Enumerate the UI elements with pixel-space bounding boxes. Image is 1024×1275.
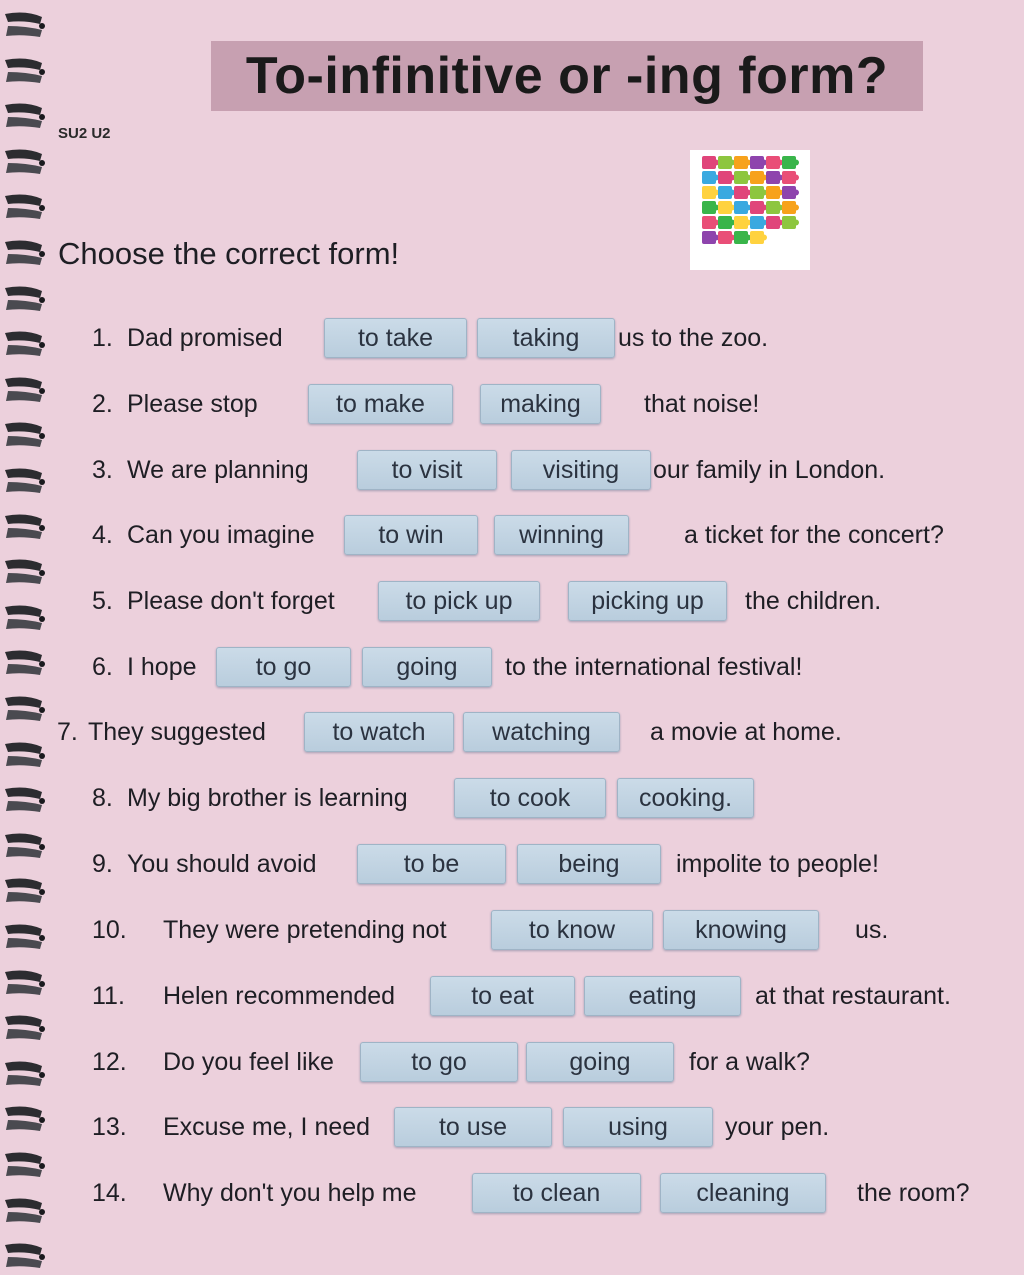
instruction: Choose the correct form! [58,236,400,271]
option-infinitive-button[interactable]: to use [394,1107,552,1147]
option-infinitive-button[interactable]: to win [344,515,478,555]
question-1 [0,316,1024,360]
option-ing-button[interactable]: cooking. [617,778,754,818]
question-stem: Please stop [127,389,258,418]
question-stem: Do you feel like [163,1047,334,1076]
option-ing-button[interactable]: knowing [663,910,819,950]
option-ing-button[interactable]: picking up [568,581,727,621]
question-number: 9. [92,849,113,878]
question-number: 6. [92,652,113,681]
option-ing-button[interactable]: going [526,1042,674,1082]
unit-code: SU2 U2 [58,125,111,142]
option-infinitive-button[interactable]: to pick up [378,581,540,621]
sentence-ending: for a walk? [689,1048,810,1076]
sentence-ending: your pen. [725,1113,830,1141]
question-stem: Dad promised [127,323,283,352]
spiral-coil-icon [2,99,46,135]
option-infinitive-button[interactable]: to go [360,1042,518,1082]
question-3 [0,448,1024,492]
question-10 [0,908,1024,952]
question-9 [0,842,1024,886]
option-infinitive-button[interactable]: to know [491,910,653,950]
question-stem: Please don't forget [127,586,335,615]
option-ing-button[interactable]: being [517,844,661,884]
option-infinitive-button[interactable]: to go [216,647,351,687]
question-11 [0,974,1024,1018]
sentence-ending: the children. [745,587,882,615]
spiral-coil-icon [2,1239,46,1275]
question-number: 8. [92,783,113,812]
sentence-ending: our family in London. [653,456,886,484]
question-5 [0,579,1024,623]
page-title: To-infinitive or -ing form? [211,41,923,111]
option-ing-button[interactable]: visiting [511,450,651,490]
question-14 [0,1171,1024,1215]
question-number: 5. [92,586,113,615]
question-stem: We are planning [127,455,309,484]
option-infinitive-button[interactable]: to watch [304,712,454,752]
question-stem: Can you imagine [127,520,315,549]
option-infinitive-button[interactable]: to visit [357,450,497,490]
question-number: 1. [92,323,113,352]
question-number: 3. [92,455,113,484]
sentence-ending: to the international festival! [505,653,803,681]
sentence-ending: that noise! [644,390,760,418]
option-ing-button[interactable]: watching [463,712,620,752]
option-ing-button[interactable]: using [563,1107,713,1147]
question-stem: You should avoid [127,849,317,878]
option-infinitive-button[interactable]: to take [324,318,467,358]
sentence-ending: the room? [857,1179,970,1207]
option-infinitive-button[interactable]: to make [308,384,453,424]
spiral-coil-icon [2,236,46,272]
sentence-ending: a movie at home. [650,718,842,746]
question-stem: They were pretending not [163,915,447,944]
question-number: 14. [92,1178,127,1207]
question-stem: Excuse me, I need [163,1112,371,1141]
question-stem: Helen recommended [163,981,396,1010]
spiral-coil-icon [2,282,46,318]
option-ing-button[interactable]: taking [477,318,615,358]
option-ing-button[interactable]: going [362,647,492,687]
sentence-ending: impolite to people! [676,850,879,878]
question-number: 2. [92,389,113,418]
question-number: 11. [92,981,125,1010]
question-number: 7. [57,717,78,746]
question-number: 10. [92,915,127,944]
question-number: 13. [92,1112,127,1141]
question-stem: They suggested [88,717,266,746]
jigsaw-puzzle-icon [690,150,810,270]
option-infinitive-button[interactable]: to cook [454,778,606,818]
question-2 [0,382,1024,426]
sentence-ending: us. [855,916,889,944]
question-8 [0,776,1024,820]
option-infinitive-button[interactable]: to eat [430,976,575,1016]
question-13 [0,1105,1024,1149]
spiral-coil-icon [2,8,46,44]
question-number: 4. [92,520,113,549]
sentence-ending: at that restaurant. [755,982,951,1010]
question-12 [0,1040,1024,1084]
question-stem: Why don't you help me [163,1178,417,1207]
option-ing-button[interactable]: eating [584,976,741,1016]
option-infinitive-button[interactable]: to clean [472,1173,641,1213]
question-4 [0,513,1024,557]
question-6 [0,645,1024,689]
question-number: 12. [92,1047,127,1076]
option-ing-button[interactable]: cleaning [660,1173,826,1213]
question-stem: My big brother is learning [127,783,408,812]
option-infinitive-button[interactable]: to be [357,844,506,884]
spiral-coil-icon [2,190,46,226]
question-7 [0,710,1024,754]
option-ing-button[interactable]: making [480,384,601,424]
option-ing-button[interactable]: winning [494,515,629,555]
sentence-ending: us to the zoo. [618,324,769,352]
sentence-ending: a ticket for the concert? [684,521,944,549]
spiral-coil-icon [2,54,46,90]
question-stem: I hope [127,652,197,681]
spiral-coil-icon [2,145,46,181]
